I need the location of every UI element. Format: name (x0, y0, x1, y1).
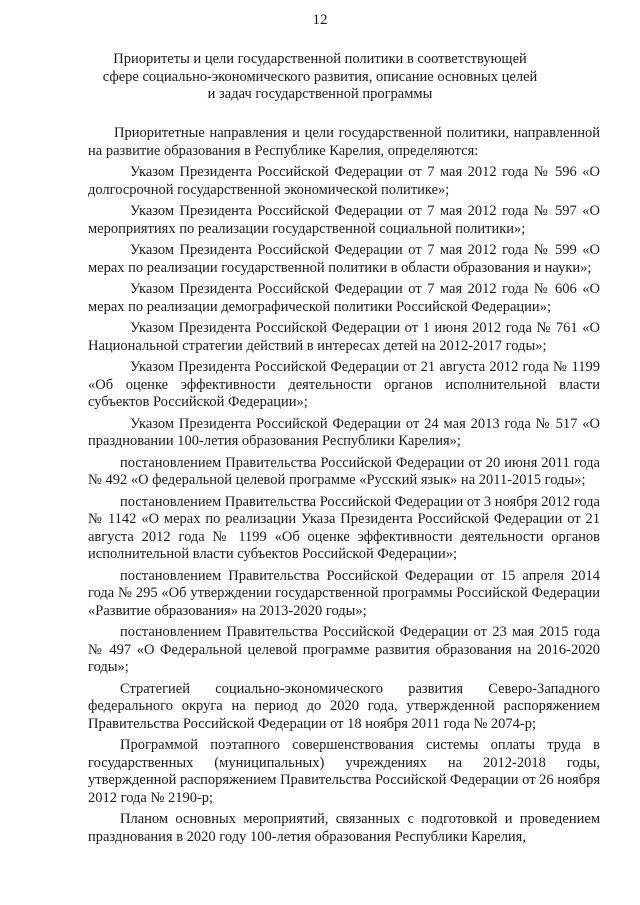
page-number: 12 (312, 12, 328, 28)
list-paragraph: Указом Президента Российской Федерации от 21 августа 2012 года № 1199 «Об оценке эффективности деятельности органов исполнительной власти субъектов Российской Федерации»; (88, 359, 600, 410)
list-paragraph: постановлением Правительства Российской Федерации от 20 июня 2011 года № 492 «О федеральной целевой программе «Русский язык» на 2011-2015 годы»; (88, 454, 600, 488)
heading-line: и задач государственной программы (207, 86, 433, 102)
section-heading (96, 51, 544, 104)
heading-line: сфере социально-экономического развития, описание основных целей (102, 68, 538, 85)
list-paragraph: Указом Президента Российской Федерации от 7 мая 2012 года № 606 «О мерах по реализации демографической политики Российской Федерации»; (88, 281, 600, 315)
list-paragraph: постановлением Правительства Российской Федерации от 3 ноября 2012 года № 1142 «О мерах по реализации Указа Президента Российской Федерации от 21 августа 2012 года № 1199 «Об оценке эффективности деятельности органов исполнительной власти субъектов Российской Федерации»; (88, 493, 600, 562)
list-paragraph: Планом основных мероприятий, связанных с подготовкой и проведением празднования в 2020 году 100-летия образования Республики Карелия, (88, 811, 600, 845)
list-paragraph: Программой поэтапного совершенствования системы оплаты труда в государственных (муниципальных) учреждениях на 2012-2018 годы, утвержденной распоряжением Правительства Российской Федерации от 26 ноября 2012 года № 2190-р; (88, 737, 600, 806)
intro-paragraph: Приоритетные направления и цели государственной политики, направленной на развитие образования в Республике Карелия, определяются: (88, 125, 600, 159)
list-paragraph: Указом Президента Российской Федерации от 7 мая 2012 года № 597 «О мероприятиях по реализации государственной социальной политики»; (88, 203, 600, 237)
body-text (88, 125, 600, 850)
heading-line: Приоритеты и цели государственной политики в соответствующей (113, 51, 527, 67)
list-paragraph: Указом Президента Российской Федерации от 7 мая 2012 года № 596 «О долгосрочной государственной экономической политике»; (88, 164, 600, 198)
list-paragraph: Указом Президента Российской Федерации от 7 мая 2012 года № 599 «О мерах по реализации государственной политики в области образования и науки»; (88, 242, 600, 276)
list-paragraph: Указом Президента Российской Федерации от 24 мая 2013 года № 517 «О праздновании 100-летия образования Республики Карелия»; (88, 415, 600, 449)
list-paragraph: постановлением Правительства Российской Федерации от 15 апреля 2014 года № 295 «Об утверждении государственной программы Российской Федерации «Развитие образования» на 2013-2020 годы»; (88, 567, 600, 619)
list-paragraph: Указом Президента Российской Федерации от 1 июня 2012 года № 761 «О Национальной стратегии действий в интересах детей на 2012-2017 годы»; (88, 320, 600, 354)
list-paragraph: Стратегией социально-экономического развития Северо-Западного федерального округа на период до 2020 года, утвержденной распоряжением Правительства Российской Федерации от 18 ноября 2011 года № 2074-р; (88, 680, 600, 732)
list-paragraph: постановлением Правительства Российской Федерации от 23 мая 2015 года № 497 «О Федеральной целевой программе развития образования на 2016-2020 годы»; (88, 624, 600, 675)
